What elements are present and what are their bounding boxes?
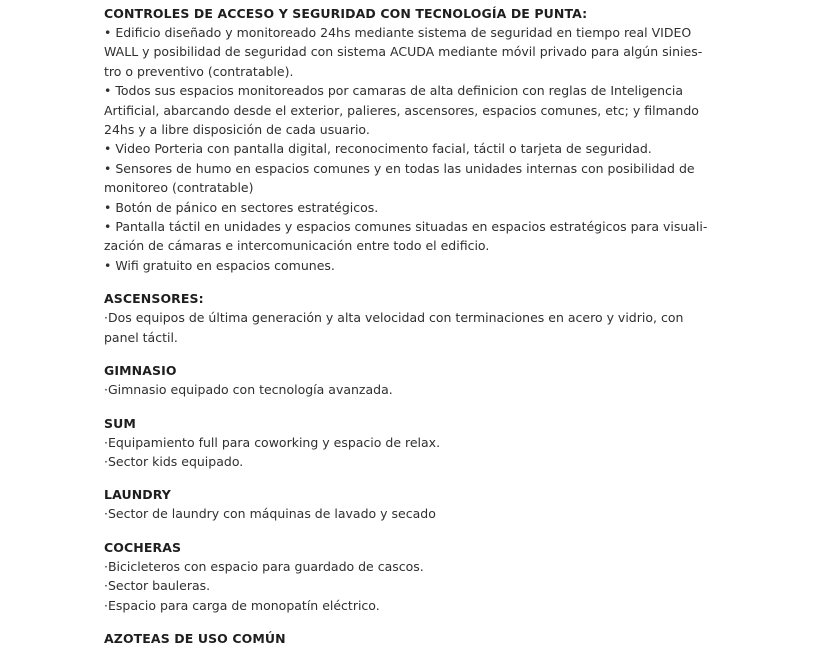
section-azoteas-de-uso bbox=[104, 629, 784, 648]
section-title: GIMNASIO bbox=[104, 363, 177, 379]
body-line: • Todos sus espacios monitoreados por camaras de alta definicion con reglas de Inteligencia bbox=[104, 83, 684, 99]
body-line: Artificial, abarcando desde el exterior, palieres, ascensores, espacios comunes, etc; y filmando bbox=[104, 102, 699, 118]
body-line: zación de cámaras e intercomunicación entre todo el edificio. bbox=[104, 238, 490, 254]
body-line: ·Espacio para carga de monopatín eléctrico. bbox=[104, 597, 380, 613]
body-line: tro o preventivo (contratable). bbox=[104, 63, 294, 79]
section-ascensores bbox=[104, 289, 784, 347]
body-line: WALL y posibilidad de seguridad con sistema ACUDA mediante móvil privado para algún sinies- bbox=[104, 44, 703, 60]
body-line: • Edificio diseñado y monitoreado 24hs mediante sistema de seguridad en tiempo real VIDEO bbox=[104, 25, 692, 40]
section-sum bbox=[104, 414, 784, 472]
body-line: panel táctil. bbox=[104, 329, 178, 345]
section-cocheras bbox=[104, 538, 784, 615]
body-line: ·Sector bauleras. bbox=[104, 578, 211, 594]
section-title: COCHERAS bbox=[104, 539, 182, 555]
section-title: SUM bbox=[104, 415, 136, 431]
body-line: ·Sector de laundry con máquinas de lavado y secado bbox=[104, 506, 436, 522]
body-line: • Botón de pánico en sectores estratégicos. bbox=[104, 199, 379, 215]
document-page bbox=[104, 4, 784, 662]
body-line: • Pantalla táctil en unidades y espacios comunes situadas en espacios estratégicos para visuali- bbox=[104, 219, 708, 235]
body-line: ·Gimnasio equipado con tecnología avanzada. bbox=[104, 382, 393, 398]
body-line: • Video Porteria con pantalla digital, reconocimento facial, táctil o tarjeta de seguridad. bbox=[104, 141, 652, 157]
section-gimnasio bbox=[104, 361, 784, 399]
section-title: ASCENSORES: bbox=[104, 291, 204, 307]
body-line: monitoreo (contratable) bbox=[104, 180, 254, 196]
body-line: ·Equipamiento full para coworking y espacio de relax. bbox=[104, 434, 441, 450]
body-line: ·Bicicleteros con espacio para guardado de cascos. bbox=[104, 558, 424, 574]
body-line: • Sensores de humo en espacios comunes y en todas las unidades internas con posibilidad de bbox=[104, 160, 695, 176]
body-line: ·Sector kids equipado. bbox=[104, 453, 244, 469]
section-laundry bbox=[104, 485, 784, 523]
section-controles-de-acceso bbox=[104, 4, 784, 275]
section-title: CONTROLES DE ACCESO Y SEGURIDAD CON TECNOLOGÍA DE PUNTA: bbox=[104, 6, 588, 21]
section-title: AZOTEAS DE USO COMÚN bbox=[104, 630, 286, 646]
body-line: 24hs y a libre disposición de cada usuario. bbox=[104, 122, 370, 138]
body-line: • Wifi gratuito en espacios comunes. bbox=[104, 257, 335, 273]
body-line: ·Dos equipos de última generación y alta velocidad con terminaciones en acero y vidrio, con bbox=[104, 310, 684, 326]
section-title: LAUNDRY bbox=[104, 487, 171, 503]
